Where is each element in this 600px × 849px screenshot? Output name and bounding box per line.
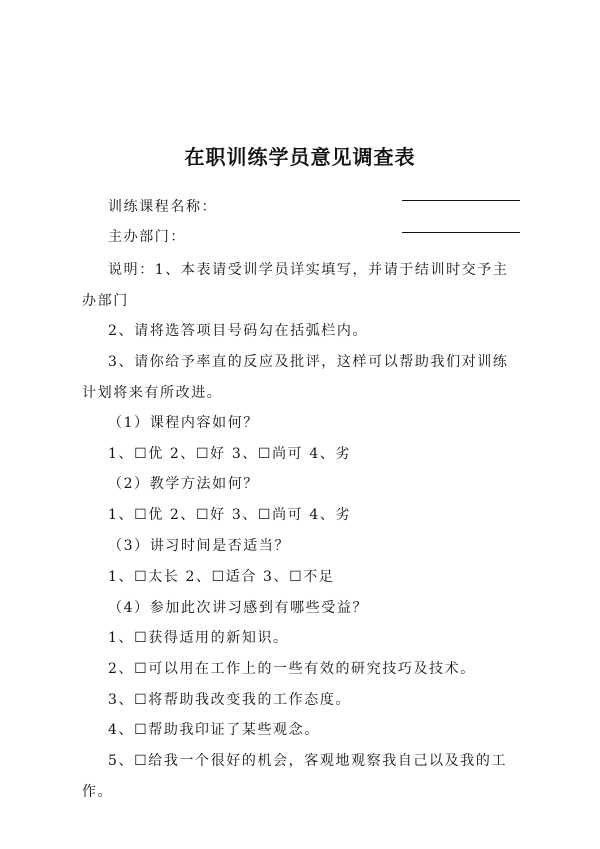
question-2-prompt: （2）教学方法如何？ xyxy=(108,476,259,492)
benefit-option-3[interactable]: 3、☐将帮助我改变我的工作态度。 xyxy=(108,692,352,708)
department-label: 主办部门： xyxy=(108,229,186,245)
page-title: 在职训练学员意见调查表 xyxy=(184,145,416,169)
benefit-option-1[interactable]: 1、☐获得适用的新知识。 xyxy=(108,630,289,646)
question-3-options[interactable]: 1、☐太长 2、☐适合 3、☐不足 xyxy=(108,569,335,585)
department-blank[interactable] xyxy=(402,232,520,233)
benefit-option-5-cont: 作。 xyxy=(82,784,114,800)
instructions-line-1: 说明：1、本表请受训学员详实填写，并请于结训时交予主 xyxy=(108,262,509,278)
question-4-prompt: （4）参加此次讲习感到有哪些受益？ xyxy=(108,600,369,616)
course-name-blank[interactable] xyxy=(402,200,520,201)
course-name-label: 训练课程名称： xyxy=(108,199,218,215)
benefit-option-2[interactable]: 2、☐可以用在工作上的一些有效的研究技巧及技术。 xyxy=(108,661,476,677)
question-1-options[interactable]: 1、☐优 2、☐好 3、☐尚可 4、劣 xyxy=(108,446,352,462)
question-3-prompt: （3）讲习时间是否适当？ xyxy=(108,538,291,554)
instructions-line-1-cont: 办部门 xyxy=(82,293,129,309)
benefit-option-4[interactable]: 4、☐帮助我印证了某些观念。 xyxy=(108,722,320,738)
instructions-line-3: 3、请你给予率直的反应及批评，这样可以帮助我们对训练 xyxy=(108,354,509,370)
question-1-prompt: （1）课程内容如何？ xyxy=(108,415,259,431)
instructions-line-2: 2、请将选答项目号码勾在括弧栏内。 xyxy=(108,323,369,339)
benefit-option-5[interactable]: 5、☐给我一个很好的机会，客观地观察我自己以及我的工 xyxy=(108,753,508,769)
question-2-options[interactable]: 1、☐优 2、☐好 3、☐尚可 4、劣 xyxy=(108,507,352,523)
instructions-line-3-cont: 计划将来有所改进。 xyxy=(82,385,223,401)
